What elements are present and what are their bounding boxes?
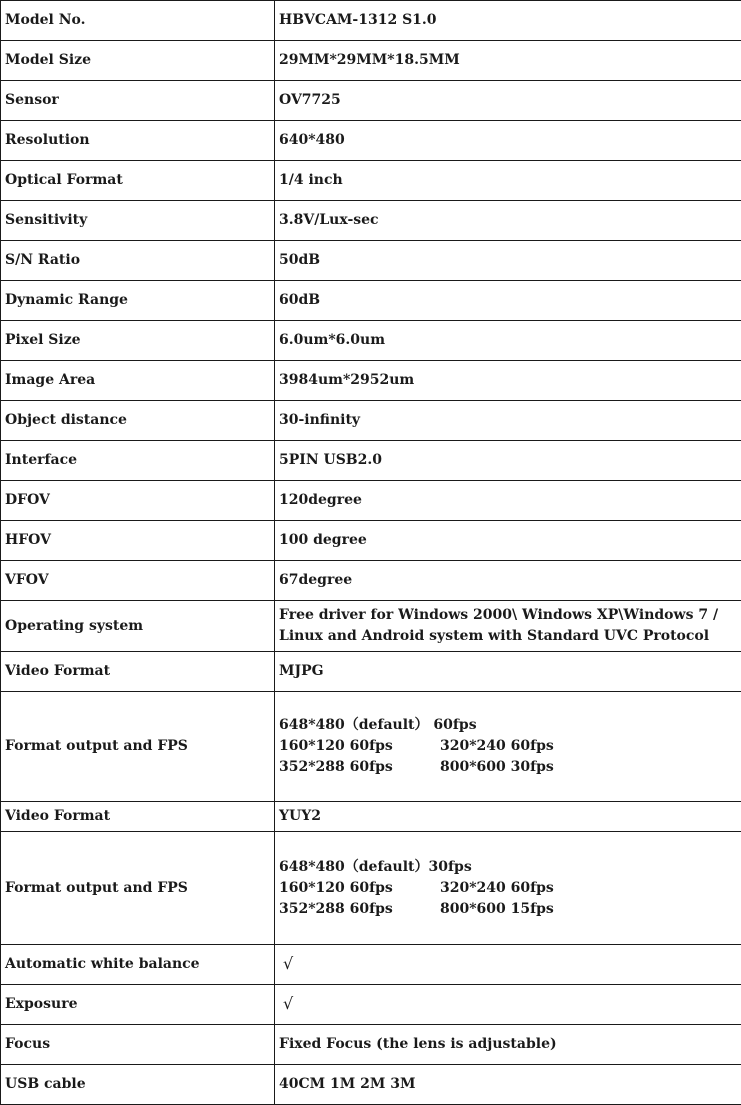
row-value: 6.0um*6.0um: [275, 321, 741, 361]
row-value: 640*480: [275, 121, 741, 161]
row-value: YUY2: [275, 802, 741, 832]
table-row: [1, 1065, 741, 1105]
row-label: Resolution: [1, 121, 275, 161]
table-row: [1, 802, 741, 832]
row-value: 5PIN USB2.0: [275, 441, 741, 481]
row-label: Video Format: [1, 802, 275, 832]
format-entry-right: 800*600 30fps: [440, 759, 554, 775]
row-value: 50dB: [275, 241, 741, 281]
table-row: [1, 481, 741, 521]
row-label: S/N Ratio: [1, 241, 275, 281]
table-row: [1, 521, 741, 561]
format-entry-left: 352*288 60fps: [279, 759, 393, 775]
row-label: Object distance: [1, 401, 275, 441]
table-row: [1, 401, 741, 441]
row-value: 3.8V/Lux-sec: [275, 201, 741, 241]
table-row: [1, 945, 741, 985]
value-line: [279, 899, 737, 920]
row-label: Model Size: [1, 41, 275, 81]
row-label: Format output and FPS: [1, 692, 275, 802]
table-row: [1, 692, 741, 802]
row-label: Sensor: [1, 81, 275, 121]
table-row: [1, 441, 741, 481]
format-entry-right: 320*240 60fps: [440, 738, 554, 754]
row-label: Optical Format: [1, 161, 275, 201]
row-value: 40CM 1M 2M 3M: [275, 1065, 741, 1105]
table-row: [1, 652, 741, 692]
spec-table-body: [1, 1, 741, 1105]
check-mark-icon: √: [283, 954, 294, 973]
format-entry-left: 160*120 60fps: [279, 879, 393, 896]
row-value: 67degree: [275, 561, 741, 601]
value-line: 648*480（default）30fps: [279, 858, 472, 875]
row-value: 120degree: [275, 481, 741, 521]
table-row: [1, 41, 741, 81]
table-row: [1, 281, 741, 321]
row-value: OV7725: [275, 81, 741, 121]
table-row: [1, 201, 741, 241]
value-line: Free driver for Windows 2000\ Windows XP\Windows 7 /: [279, 607, 719, 623]
value-line: Linux and Android system with Standard UVC Protocol: [279, 628, 710, 644]
row-value: [275, 832, 741, 945]
row-value: 1/4 inch: [275, 161, 741, 201]
row-label: Image Area: [1, 361, 275, 401]
format-entry-right: 320*240 60fps: [440, 879, 554, 896]
row-label: Operating system: [1, 601, 275, 652]
row-value: HBVCAM-1312 S1.0: [275, 1, 741, 41]
row-label: USB cable: [1, 1065, 275, 1105]
table-row: [1, 161, 741, 201]
table-row: [1, 601, 741, 652]
value-line: [279, 878, 737, 899]
table-row: [1, 985, 741, 1025]
row-label: Video Format: [1, 652, 275, 692]
table-row: [1, 121, 741, 161]
row-value: [275, 692, 741, 802]
row-value: 30-infinity: [275, 401, 741, 441]
row-value: 3984um*2952um: [275, 361, 741, 401]
row-value: MJPG: [275, 652, 741, 692]
table-row: [1, 81, 741, 121]
row-label: Pixel Size: [1, 321, 275, 361]
table-row: [1, 321, 741, 361]
value-line: [279, 757, 737, 778]
row-value: 60dB: [275, 281, 741, 321]
format-entry-left: 352*288 60fps: [279, 900, 393, 917]
row-label: Focus: [1, 1025, 275, 1065]
value-line: 648*480（default） 60fps: [279, 717, 477, 733]
row-label: VFOV: [1, 561, 275, 601]
row-value: 100 degree: [275, 521, 741, 561]
row-label: Format output and FPS: [1, 832, 275, 945]
row-label: HFOV: [1, 521, 275, 561]
value-line: [279, 736, 737, 757]
table-row: [1, 1025, 741, 1065]
table-row: [1, 241, 741, 281]
table-row: [1, 1, 741, 41]
row-label: DFOV: [1, 481, 275, 521]
table-row: [1, 361, 741, 401]
row-value: Fixed Focus (the lens is adjustable): [275, 1025, 741, 1065]
table-row: [1, 832, 741, 945]
format-entry-left: 160*120 60fps: [279, 738, 393, 754]
format-entry-right: 800*600 15fps: [440, 900, 554, 917]
row-label: Interface: [1, 441, 275, 481]
row-label: Exposure: [1, 985, 275, 1025]
row-label: Sensitivity: [1, 201, 275, 241]
row-label: Model No.: [1, 1, 275, 41]
row-label: Automatic white balance: [1, 945, 275, 985]
check-mark-icon: √: [283, 994, 294, 1013]
row-value: [275, 601, 741, 652]
table-row: [1, 561, 741, 601]
row-label: Dynamic Range: [1, 281, 275, 321]
row-value: 29MM*29MM*18.5MM: [275, 41, 741, 81]
